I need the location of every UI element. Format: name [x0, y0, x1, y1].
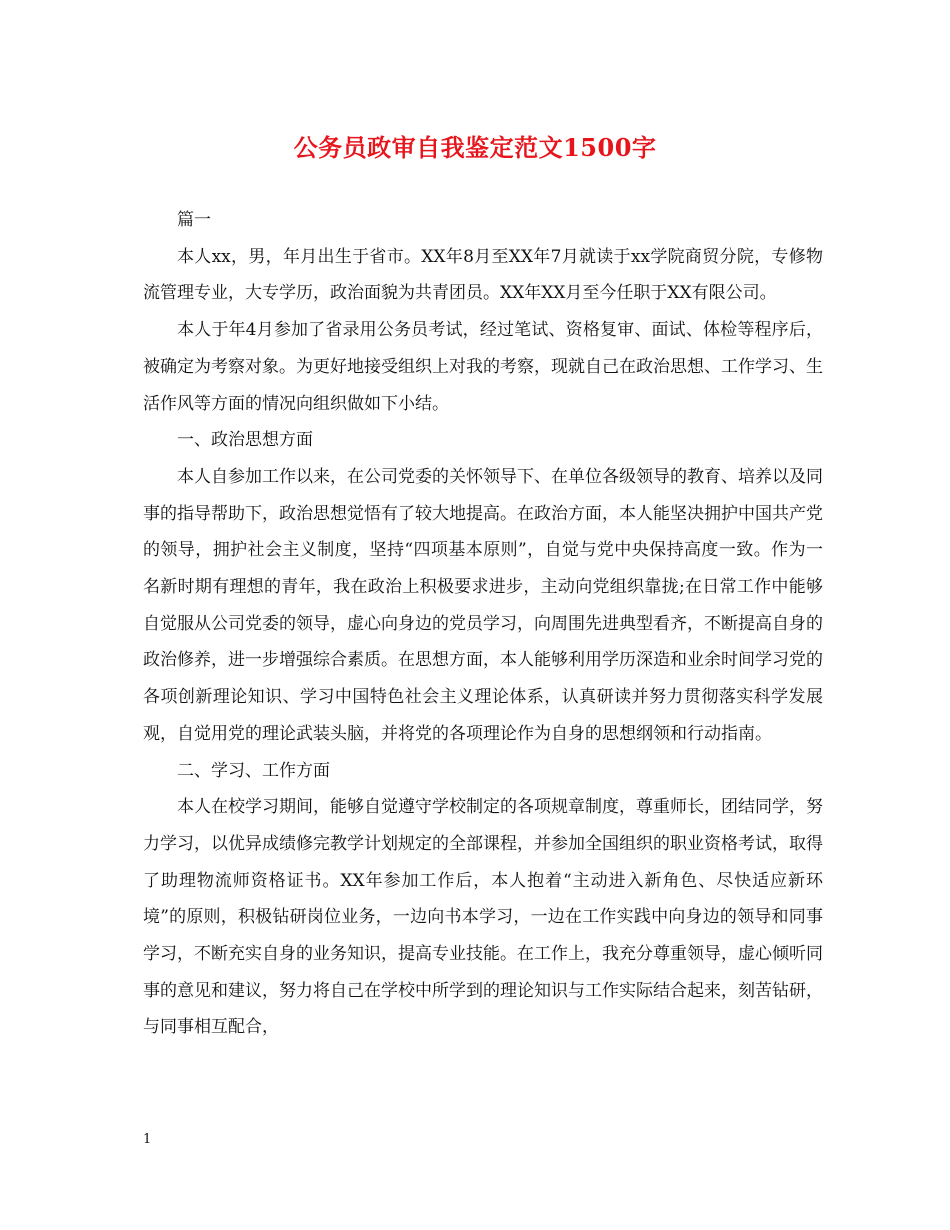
- page-number: 1: [143, 1132, 152, 1147]
- document-title: 公务员政审自我鉴定范文1500字: [293, 133, 657, 162]
- exam-summary-paragraph: 本人于年4月参加了省录用公务员考试，经过笔试、资格复审、面试、体检等程序后，被确定为考察对象。为更好地接受组织上对我的考察，现就自己在政治思想、工作学习、生活作风等方面的情况向组织做如下小结。: [143, 320, 823, 414]
- personal-info-paragraph: 本人xx，男，年月出生于省市。XX年8月至XX年7月就读于xx学院商贸分院，专修物流管理专业，大专学历，政治面貌为共青团员。XX年XX月至今任职于XX有限公司。: [143, 246, 823, 304]
- political-paragraph: 本人自参加工作以来，在公司党委的关怀领导下、在单位各级领导的教育、培养以及同事的指导帮助下，政治思想觉悟有了较大地提高。在政治方面，本人能坚决拥护中国共产党的领导，拥护社会主义制度，坚持“四项基本原则”，自觉与党中央保持高度一致。作为一名新时期有理想的青年，我在政治上积极要求进步，主动向党组织靠拢;在日常工作中能够自觉服从公司党委的领导，虚心向身边的党员学习，向周围先进典型看齐，不断提高自身的政治修养，进一步增强综合素质。在思想方面，本人能够利用学历深造和业余时间学习党的各项创新理论知识、学习中国特色社会主义理论体系，认真研读并努力贯彻落实科学发展观，自觉用党的理论武装头脑，并将党的各项理论作为自身的思想纲领和行动指南。: [143, 466, 823, 744]
- section-heading-study-work: 二、学习、工作方面: [177, 760, 330, 781]
- section-heading-political: 一、政治思想方面: [177, 430, 313, 451]
- study-work-paragraph: 本人在校学习期间，能够自觉遵守学校制定的各项规章制度，尊重师长，团结同学，努力学习，以优异成绩修完教学计划规定的全部课程，并参加全国组织的职业资格考试，取得了助理物流师资格证书。XX年参加工作后，本人抱着“主动进入新角色、尽快适应新环境”的原则，积极钻研岗位业务，一边向书本学习，一边在工作实践中向身边的领导和同事学习，不断充实自身的业务知识，提高专业技能。在工作上，我充分尊重领导，虚心倾听同事的意见和建议，努力将自己在学校中所学到的理论知识与工作实际结合起来，刻苦钻研，与同事相互配合，: [143, 797, 823, 1038]
- document-body: [143, 202, 823, 1046]
- section-label-part-one: 篇一: [177, 210, 211, 230]
